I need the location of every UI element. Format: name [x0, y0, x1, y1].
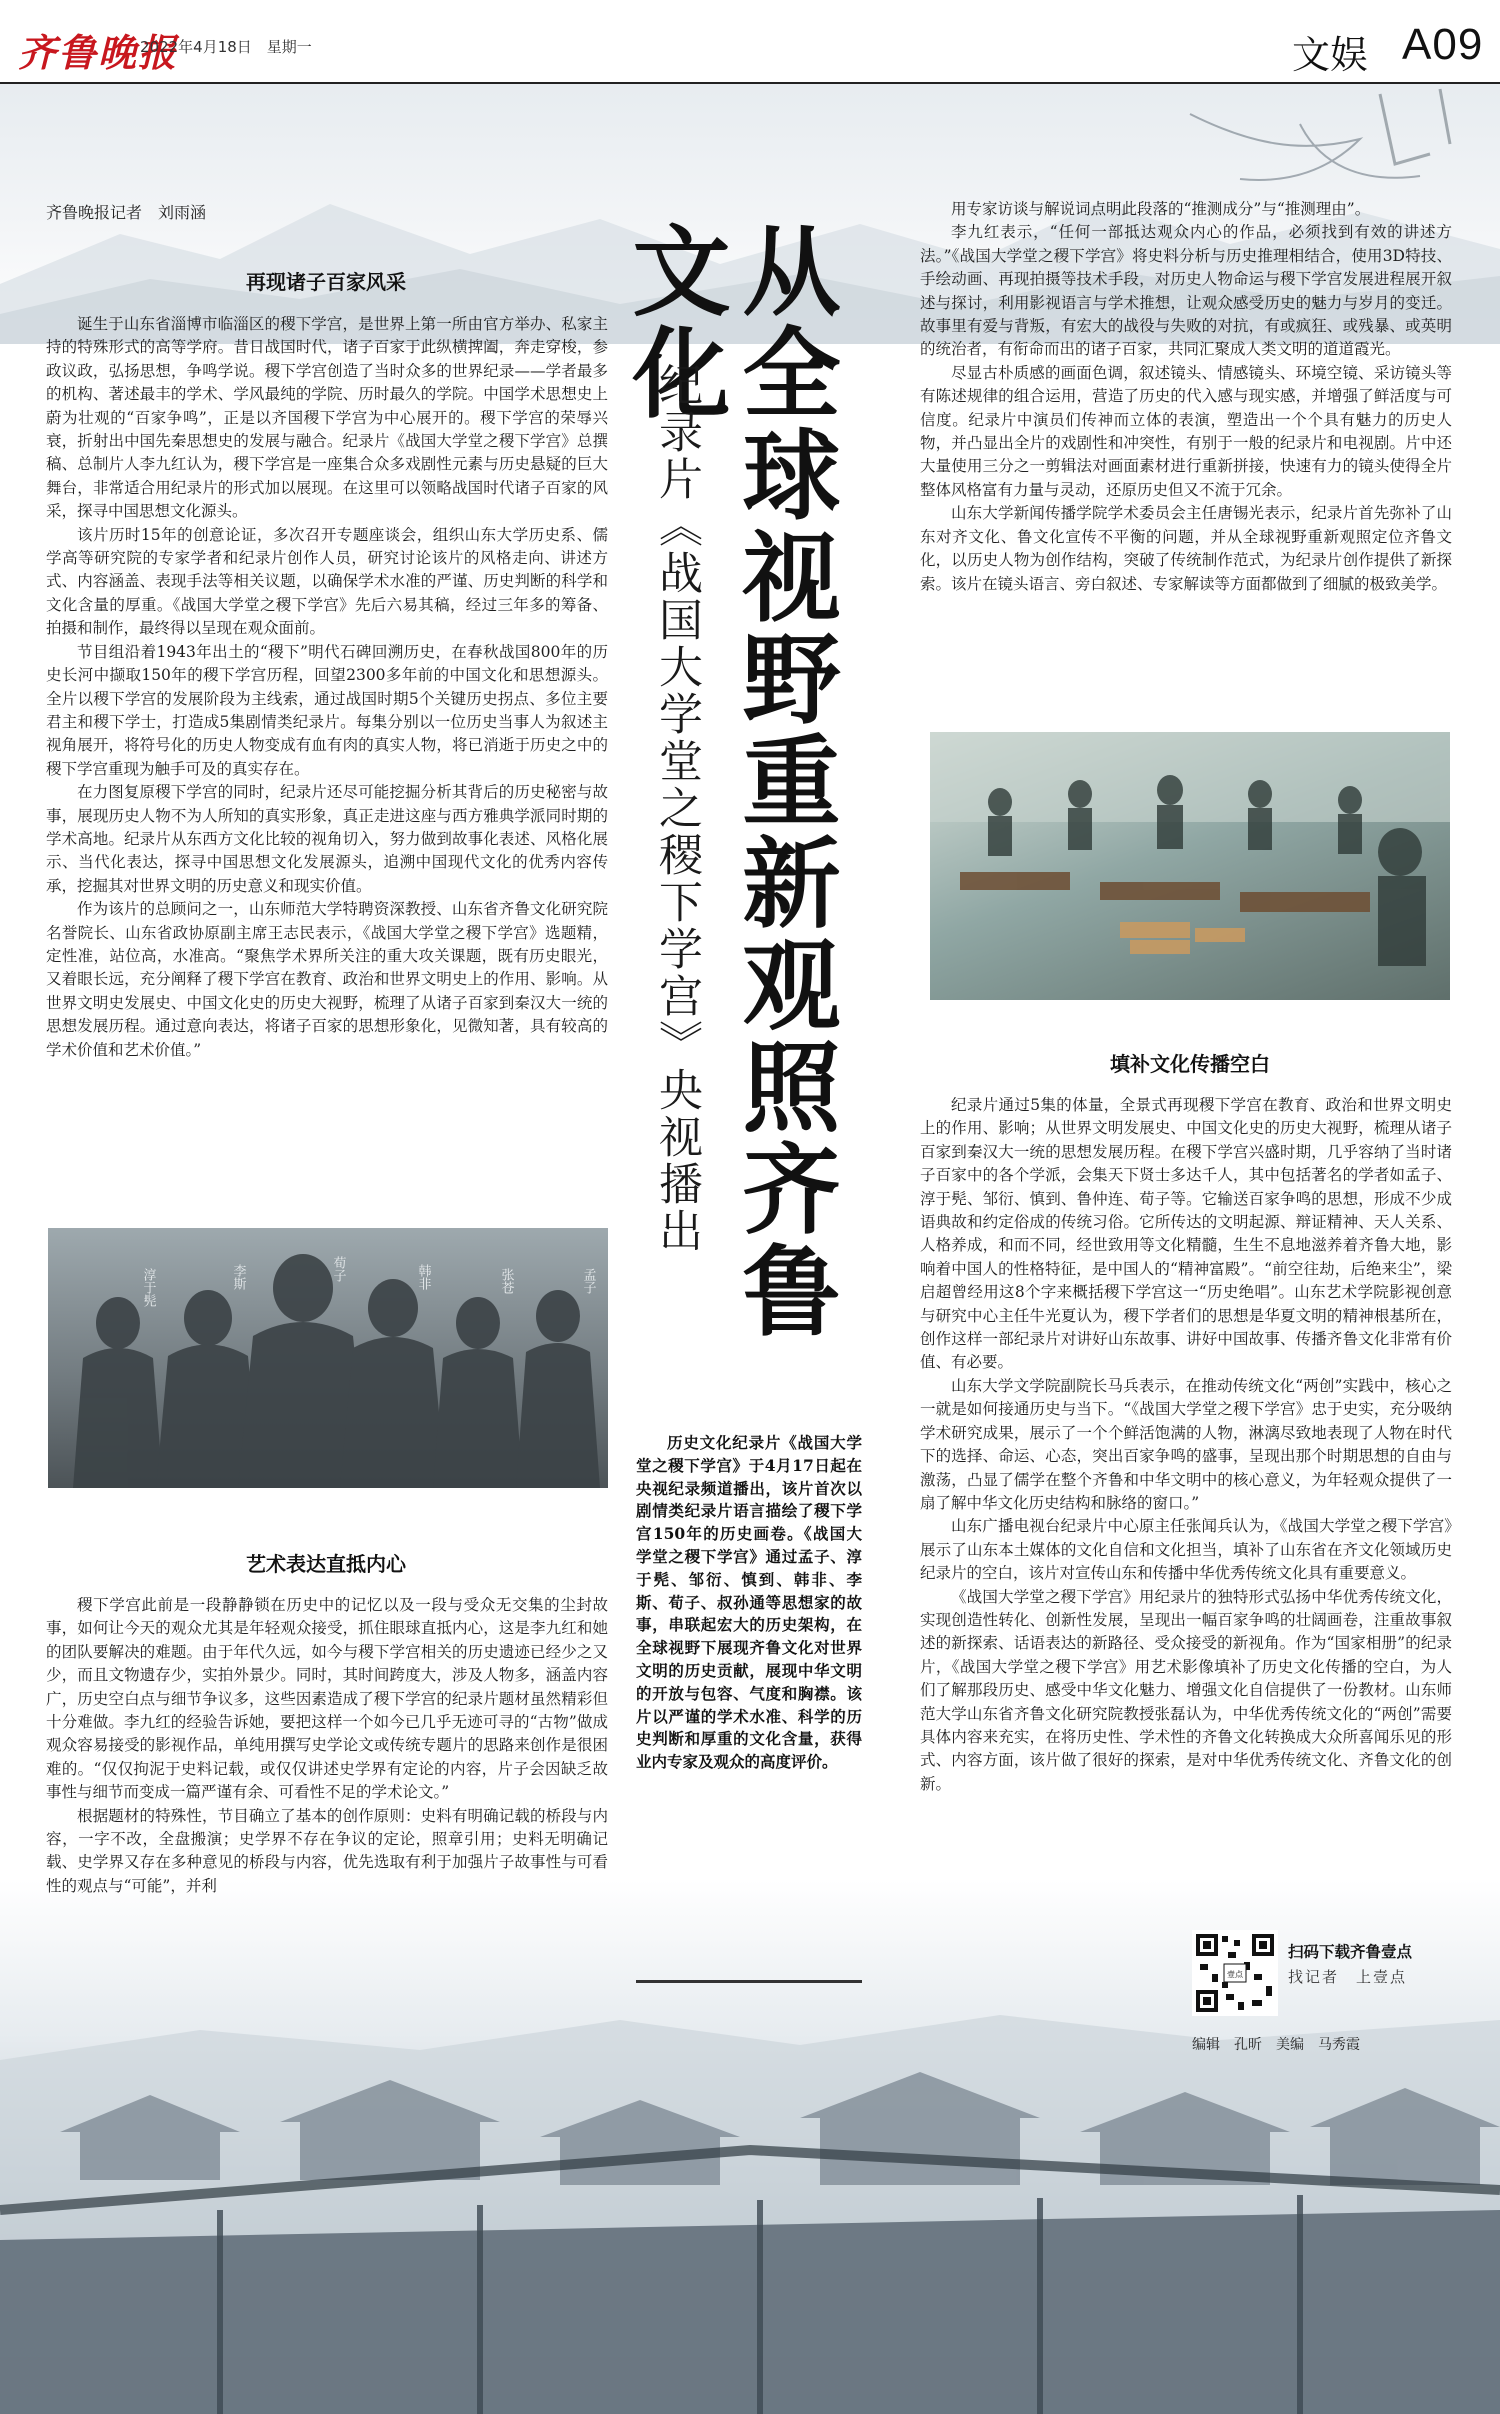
qr-code[interactable]: [1192, 1930, 1278, 2016]
lead-summary: [636, 1432, 862, 1774]
caption-xunzi: 荀子: [330, 1256, 346, 1282]
paragraph: 《战国大学堂之稷下学宫》用纪录片的独特形式弘扬中华优秀传统文化，实现创造性转化、创新性发展，呈现出一幅百家争鸣的壮阔画卷，注重故事叙述的新探索、话语表达的新路径、受众接受的新视角。作为“国家相册”的纪录片，《战国大学堂之稷下学宫》用艺术影像填补了历史文化传播的空白，为人们了解那段历史、感受中华文化魅力、增强文化自信提供了一份教材。山东师范大学山东省齐鲁文化研究院教授张磊认为，中华优秀传统文化的“两创”需要具体内容来充实，在将历史性、学术性的齐鲁文化转换成大众所喜闻乐见的形式、内容方面，该片做了很好的探索，是对中华优秀传统文化、齐鲁文化的创新。: [920, 1587, 1452, 1793]
issue-date: 2022年4月18日 星期一: [140, 38, 312, 56]
paragraph: 稷下学宫此前是一段静静锁在历史中的记忆以及一段与受众无交集的尘封故事，如何让今天的观众尤其是年轻观众接受，抓住眼球直抵内心，这是李九红和她的团队要解决的难题。由于年代久远，如今与稷下学宫相关的历史遗迹已经少之又少，而且文物遗存少，实拍外景少。同时，其时间跨度大，涉及人物多，涵盖内容广，历史空白点与细节争议多，这些因素造成了稷下学宫的纪录片题材虽然精彩但十分难做。李九红的经验告诉她，要把这样一个如今已几乎无迹可寻的“古物”做成观众容易接受的影视作品，单纯用撰写史学论文或传统专题片的思路来创作是很困难的。“仅仅拘泥于史料记载，或仅仅讲述史学界有定论的内容，片子会因缺乏故事性与细节而变成一篇严谨有余、可看性不足的学术论文。”: [46, 1596, 608, 1802]
paragraph: 李九红表示，“任何一部抵达观众内心的作品，必须找到有效的讲述方法。”《战国大学堂之稷下学宫》将史料分析与历史推理相结合，使用3D特技、手绘动画、再现拍摄等技术手段，对历史人物命运与稷下学宫发展进程展开叙述与探讨，利用影视语言与学术推想，让观众感受历史的魅力与岁月的变迁。故事里有爱与背叛，有宏大的战役与失败的对抗，有或疯狂、或残暴、或英明的统治者，有衔命而出的诸子百家，共同汇聚成人类文明的道道霞光。: [920, 223, 1452, 359]
paragraph: 山东广播电视台纪录片中心原主任张闻兵认为，《战国大学堂之稷下学宫》展示了山东本土媒体的文化自信和文化担当，填补了山东省在齐文化领域历史纪录片的空白，该片对宣传山东和传播中华优秀传统文化具有重要意义。: [920, 1517, 1452, 1583]
qr-caption: 扫码下载齐鲁壹点: [1288, 1943, 1413, 1961]
paragraph: 作为该片的总顾问之一，山东师范大学特聘资深教授、山东省齐鲁文化研究院名誉院长、山东省政协原副主席王志民表示，《战国大学堂之稷下学宫》选题精，定性准，站位高，水准高。“聚焦学术界所关注的重大攻关课题，既有历史眼光，又着眼长远，充分阐释了稷下学宫在教育、政治和世界文明史上的作用、影响。从世界文明史发展史、中国文化史的历史大视野，梳理了从诸子百家到秦汉大一统的思想发展历程。通过意向表达，将诸子百家的思想形象化，见微知著，具有较高的学术价值和艺术价值。”: [46, 900, 608, 1059]
caption-mengzi: 孟子: [580, 1268, 596, 1294]
lead-paragraph: 历史文化纪录片《战国大学堂之稷下学宫》于4月17日起在央视纪录频道播出，该片首次以剧情类纪录片语言描绘了稷下学宫150年的历史画卷。《战国大学堂之稷下学宫》通过孟子、淳于髡、邹衍、慎到、韩非、李斯、荀子、叔孙通等思想家的故事，串联起宏大的历史架构，在全球视野下展现齐鲁文化对世界文明的历史贡献，展现中华文明的开放与包容、气度和胸襟。该片以严谨的学术水准、科学的历史判断和厚重的文化含量，获得业内专家及观众的高度评价。: [636, 1433, 862, 1772]
paragraph: 山东大学文学院副院长马兵表示，在推动传统文化“两创”实践中，核心之一就是如何接通历史与当下。“《战国大学堂之稷下学宫》忠于史实，充分吸纳学术研究成果，展示了一个个鲜活饱满的人物，淋漓尽致地表现了人物在时代下的选择、命运、心态，突出百家争鸣的盛事，呈现出那个时期思想的自由与激荡，凸显了儒学在整个齐鲁和中华文明中的核心意义，为年轻观众提供了一扇了解中华文化历史结构和脉络的窗口。”: [920, 1376, 1452, 1512]
qr-code-image: [1192, 1930, 1278, 2016]
subheadline: 纪录片《战国大学堂之稷下学宫》央视播出: [651, 362, 702, 1255]
article-column-1: [46, 313, 608, 1062]
scholars-classroom: [930, 732, 1450, 1000]
headline: 从全球视野重新观照齐鲁文化: [616, 220, 841, 1342]
paragraph: 根据题材的特殊性，节目确立了基本的创作原则：史料有明确记载的桥段与内容，一字不改，全盘搬演；史学界不存在争议的定论，照章引用；史料无明确记载、史学界又存在多种意见的桥段与内容，优先选取有利于加强片子故事性与可看性的观点与“可能”，并利: [46, 1806, 608, 1895]
newspaper-logo: 齐鲁晚报: [18, 30, 179, 75]
page-number: A09: [1402, 20, 1484, 69]
article-column-2: [46, 1594, 608, 1898]
philosophers-photo: [48, 1228, 608, 1488]
paragraph: 山东大学新闻传播学院学术委员会主任唐锡光表示，纪录片首先弥补了山东对齐文化、鲁文化宣传不平衡的问题，并从全球视野重新观照定位齐鲁文化，以历史人物为创作结构，突破了传统制作范式，为纪录片创作提供了新探索。该片在镜头语言、旁白叙述、专家解读等方面都做到了细腻的极致美学。: [920, 504, 1452, 593]
lead-divider: [636, 1980, 862, 1983]
subheading-section3: 填补文化传播空白: [1110, 1052, 1270, 1076]
paragraph: 用专家访谈与解说词点明此段落的“推测成分”与“推测理由”。: [951, 200, 1371, 218]
page-header: [0, 0, 1500, 112]
paragraph: 诞生于山东省淄博市临淄区的稷下学宫，是世界上第一所由官方举办、私家主持的特殊形式的高等学府。昔日战国时代，诸子百家于此纵横捭阖，奔走穿梭，参政议政，弘扬思想，争鸣学说。稷下学宫创造了当时众多的世界纪录——学者最多的机构、著述最丰的学术、学风最纯的学院、历时最久的学院。中国学术思想史上蔚为壮观的“百家争鸣”，正是以齐国稷下学宫为中心展开的。稷下学宫的荣辱兴衰，折射出中国先秦思想史的发展与融合。纪录片《战国大学堂之稷下学宫》总撰稿、总制片人李九红认为，稷下学宫是一座集合众多戏剧性元素与历史悬疑的巨大舞台，非常适合用纪录片的形式加以展现。在这里可以领略战国时代诸子百家的风采，探寻中国思想文化源头。: [46, 315, 608, 521]
paragraph: 该片历时15年的创意论证，多次召开专题座谈会，组织山东大学历史系、儒学高等研究院的专家学者和纪录片创作人员，研究讨论该片的风格走向、讲述方式、内容涵盖、表现手法等相关议题，以确保学术水准的严谨、历史判断的科学和文化含量的厚重。《战国大学堂之稷下学宫》先后六易其稿，经过三年多的筹备、拍摄和制作，最终得以呈现在观众面前。: [46, 525, 608, 638]
caption-hanfei: 韩非: [415, 1264, 431, 1290]
article-column-4: [920, 1094, 1452, 1796]
section-name: 文娱: [1292, 33, 1369, 77]
paragraph: 纪录片通过5集的体量，全景式再现稷下学宫在教育、政治和世界文明史上的作用、影响；从世界文明发展史、中国文化史的历史大视野，梳理从诸子百家到秦汉大一统的思想发展历程。在稷下学宫兴盛时期，几乎容纳了当时诸子百家中的各个学派，会集天下贤士多达千人，其中包括著名的学者如孟子、淳于髡、邹衍、慎到、鲁仲连、荀子等。它输送百家争鸣的思想，形成不少成语典故和约定俗成的传统习俗。它所传达的文明起源、辩证精神、天人关系、人格养成，和而不同，经世致用等文化精髓，生生不息地滋养着齐鲁大地，影响着中国人的性格特征，是中国人的“精神富殿”。“前空往劫，后绝来尘”，梁启超曾经用这8个字来概括稷下学宫这一“历史绝唱”。山东艺术学院影视创意与研究中心主任牛光夏认为，稷下学者们的思想是华夏文明的精神根基所在，创作这样一部纪录片对讲好山东故事、讲好中国故事、传播齐鲁文化非常有价值、有必要。: [920, 1096, 1452, 1372]
qr-center-label: 壹点: [1227, 1970, 1243, 1979]
paragraph: 节目组沿着1943年出土的“稷下”明代石碑回溯历史，在春秋战国800年的历史长河中撷取150年的稷下学宫历程，回望2300多年前的中国文化和思想源头。全片以稷下学宫的发展阶段为主线索，通过战国时期5个关键历史拐点、多位主要君主和稷下学士，打造成5集剧情类纪录片。每集分别以一位历史当事人为叙述主视角展开，将符号化的历史人物变成有血有肉的真实人物，将已消逝于历史之中的稷下学宫重现为触手可及的真实存在。: [46, 642, 608, 778]
caption-lisi: 李斯: [230, 1264, 246, 1290]
subheading-section1: 再现诸子百家风采: [246, 270, 406, 294]
editor-credits: 编辑 孔昕 美编 马秀霞: [1192, 2037, 1360, 2053]
philosophers-figures: [48, 1228, 608, 1488]
header-divider: [0, 82, 1500, 84]
subheading-section2: 艺术表达直抵内心: [246, 1552, 406, 1576]
paragraph: 尽显古朴质感的画面色调，叙述镜头、情感镜头、环境空镜、采访镜头等有陈述规律的组合运用，营造了历史的代入感与现实感，并增强了鲜活度与可信度。纪录片中演员们传神而立体的表演，塑造出一个个具有魅力的历史人物，并凸显出全片的戏剧性和冲突性，有别于一般的纪录片和电视剧。片中还大量使用三分之一剪辑法对画面素材进行重新拼接，快速有力的镜头使得全片整体风格富有力量与灵动，还原历史但又不流于冗余。: [920, 363, 1452, 499]
classroom-photo: [930, 732, 1450, 1000]
article-column-3: [920, 198, 1452, 596]
paragraph: 在力图复原稷下学宫的同时，纪录片还尽可能挖掘分析其背后的历史秘密与故事，展现历史人物不为人所知的真实形象，真正走进这座与西方雅典学派同时期的学术高地。纪录片从东西方文化比较的视角切入，努力做到故事化表述、风格化展示、当代化表达，探寻中国思想文化发展源头，追溯中国现代文化的优秀内容传承，挖掘其对世界文明的历史意义和现实价值。: [46, 783, 608, 895]
qr-subcaption: 找记者 上壹点: [1288, 1968, 1408, 1986]
caption-zhangcang: 张苍: [498, 1268, 514, 1294]
caption-chunyukun: 淳于髡: [140, 1268, 156, 1307]
byline: 齐鲁晚报记者 刘雨涵: [46, 203, 207, 222]
